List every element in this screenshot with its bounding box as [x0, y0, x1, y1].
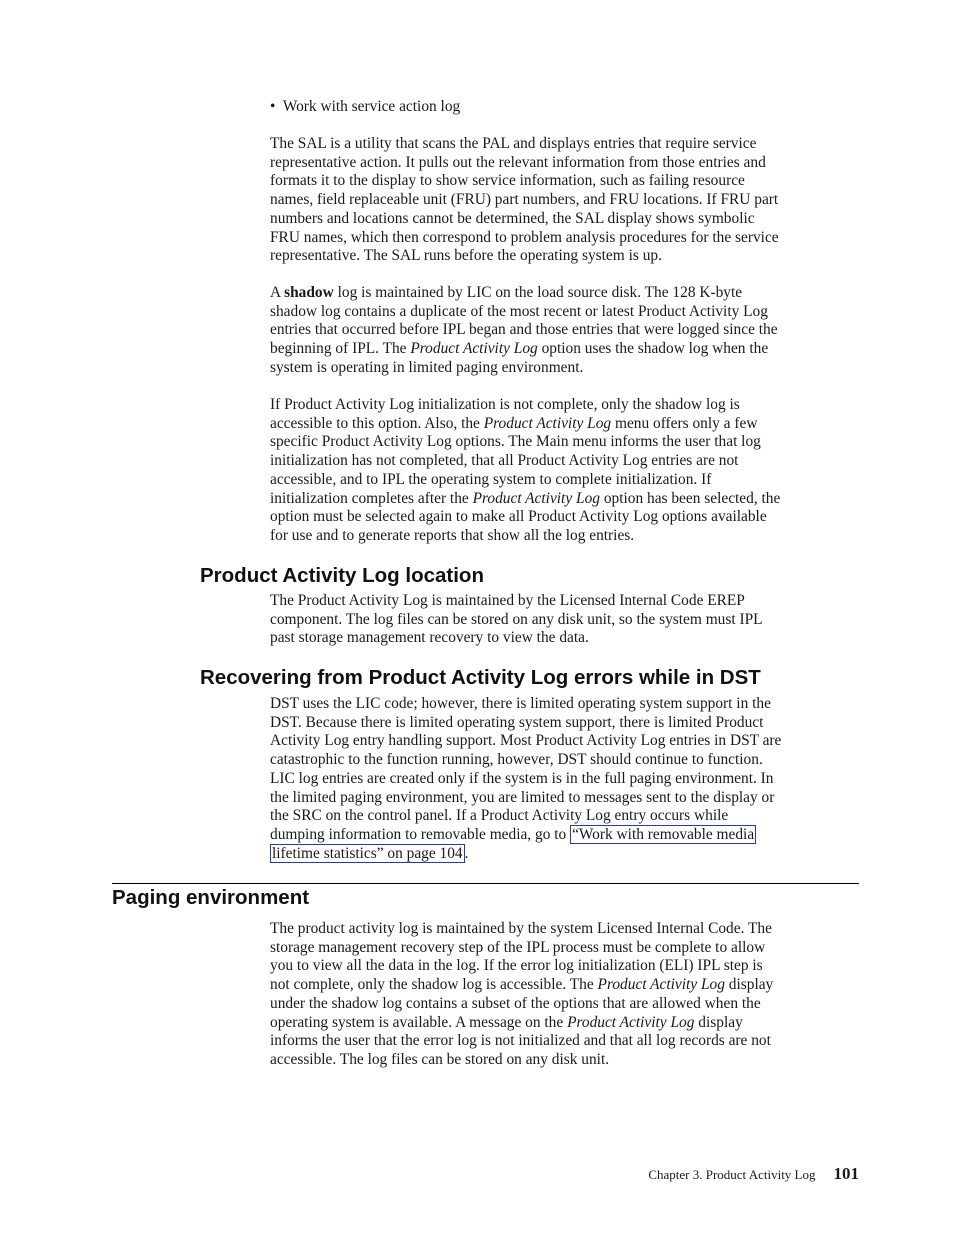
- paging-heading: Paging environment: [112, 886, 310, 909]
- bullet-marker: •: [270, 98, 276, 115]
- bullet-text: Work with service action log: [282, 98, 461, 115]
- location-heading: Product Activity Log location: [200, 564, 484, 587]
- shadow-term: shadow: [284, 284, 334, 301]
- pal-display-name: Product Activity Log: [597, 976, 725, 994]
- pal-menu-name: Product Activity Log: [483, 414, 612, 432]
- location-paragraph: The Product Activity Log is maintained by the Licensed Internal Code EREP component. The log files can be stored on any disk unit, so the system must IPL past storage management recovery to view the data.: [270, 592, 763, 647]
- init-paragraph: If Product Activity Log initialization is not complete, only the shadow log is accessible to this option. Also, the Product Activity Log menu offers only a few specific Product Activity Log options. The Main menu informs the user that log initialization has not completed, that all Product Activity Log entries are not accessible, and to IPL the operating system to complete initialization. If initialization completes after the Product Activity Log option has been selected, the option must be selected again to make all Product Activity Log options available for use and to generate reports that show all the log entries.: [270, 396, 781, 544]
- pal-option-name: Product Activity Log: [410, 340, 538, 358]
- recovering-paragraph: DST uses the LIC code; however, there is limited operating system support in the DST. Because there is limited operating system support, there is limited Product Activity Log entry handling support. Most Product Activity Log entries in DST are catastrophic to the function running, however, DST should continue to function. LIC log entries are created only if the system is in the full paging environment. In the limited paging environment, you are limited to messages sent to the display or the SRC on the control panel. If a Product Activity Log entry occurs while dumping information to removable media, go to “Work with removable media lifetime statistics” on page 104 .: [270, 695, 782, 862]
- sal-paragraph: The SAL is a utility that scans the PAL and displays entries that require service representative action. It pulls out the relevant information from those entries and formats it to the display to show service information, such as failing resource names, field replaceable unit (FRU) part numbers, and FRU locations. If FRU part numbers and locations cannot be determined, the SAL display shows symbolic FRU names, which then correspond to problem analysis procedures for the service representative. The SAL runs before the operating system is up.: [270, 135, 779, 265]
- pal-display-name: Product Activity Log: [567, 1013, 695, 1031]
- recovering-heading: Recovering from Product Activity Log errors while in DST: [200, 666, 761, 689]
- removable-media-link-cont[interactable]: lifetime statistics” on page 104: [272, 844, 463, 862]
- shadow-paragraph: A shadow log is maintained by LIC on the load source disk. The 128 K-byte shadow log contains a duplicate of the most recent or latest Product Activity Log entries that occurred before IPL began and those entries that were logged since the beginning of IPL. The Product Activity Log option uses the shadow log when the system is operating in limited paging environment.: [270, 284, 778, 376]
- chapter-title: Chapter 3. Product Activity Log: [648, 1167, 816, 1182]
- pal-option-name: Product Activity Log: [472, 489, 600, 507]
- page-number: 101: [833, 1164, 859, 1183]
- section-divider: [112, 883, 859, 884]
- removable-media-link[interactable]: “Work with removable media: [572, 825, 755, 843]
- paging-paragraph: The product activity log is maintained by the system Licensed Internal Code. The storage management recovery step of the IPL process must be complete to allow you to view all the data in the log. If the error log initialization (ELI) IPL step is not complete, only the shadow log is accessible. The Product Activity Log display under the shadow log contains a subset of the options that are allowed when the operating system is available. A message on the Product Activity Log display informs the user that the error log is not initialized and that all log records are not accessible. The log files can be stored on any disk unit.: [270, 920, 774, 1068]
- page-footer: [648, 1164, 859, 1184]
- bullet-item: [270, 98, 860, 117]
